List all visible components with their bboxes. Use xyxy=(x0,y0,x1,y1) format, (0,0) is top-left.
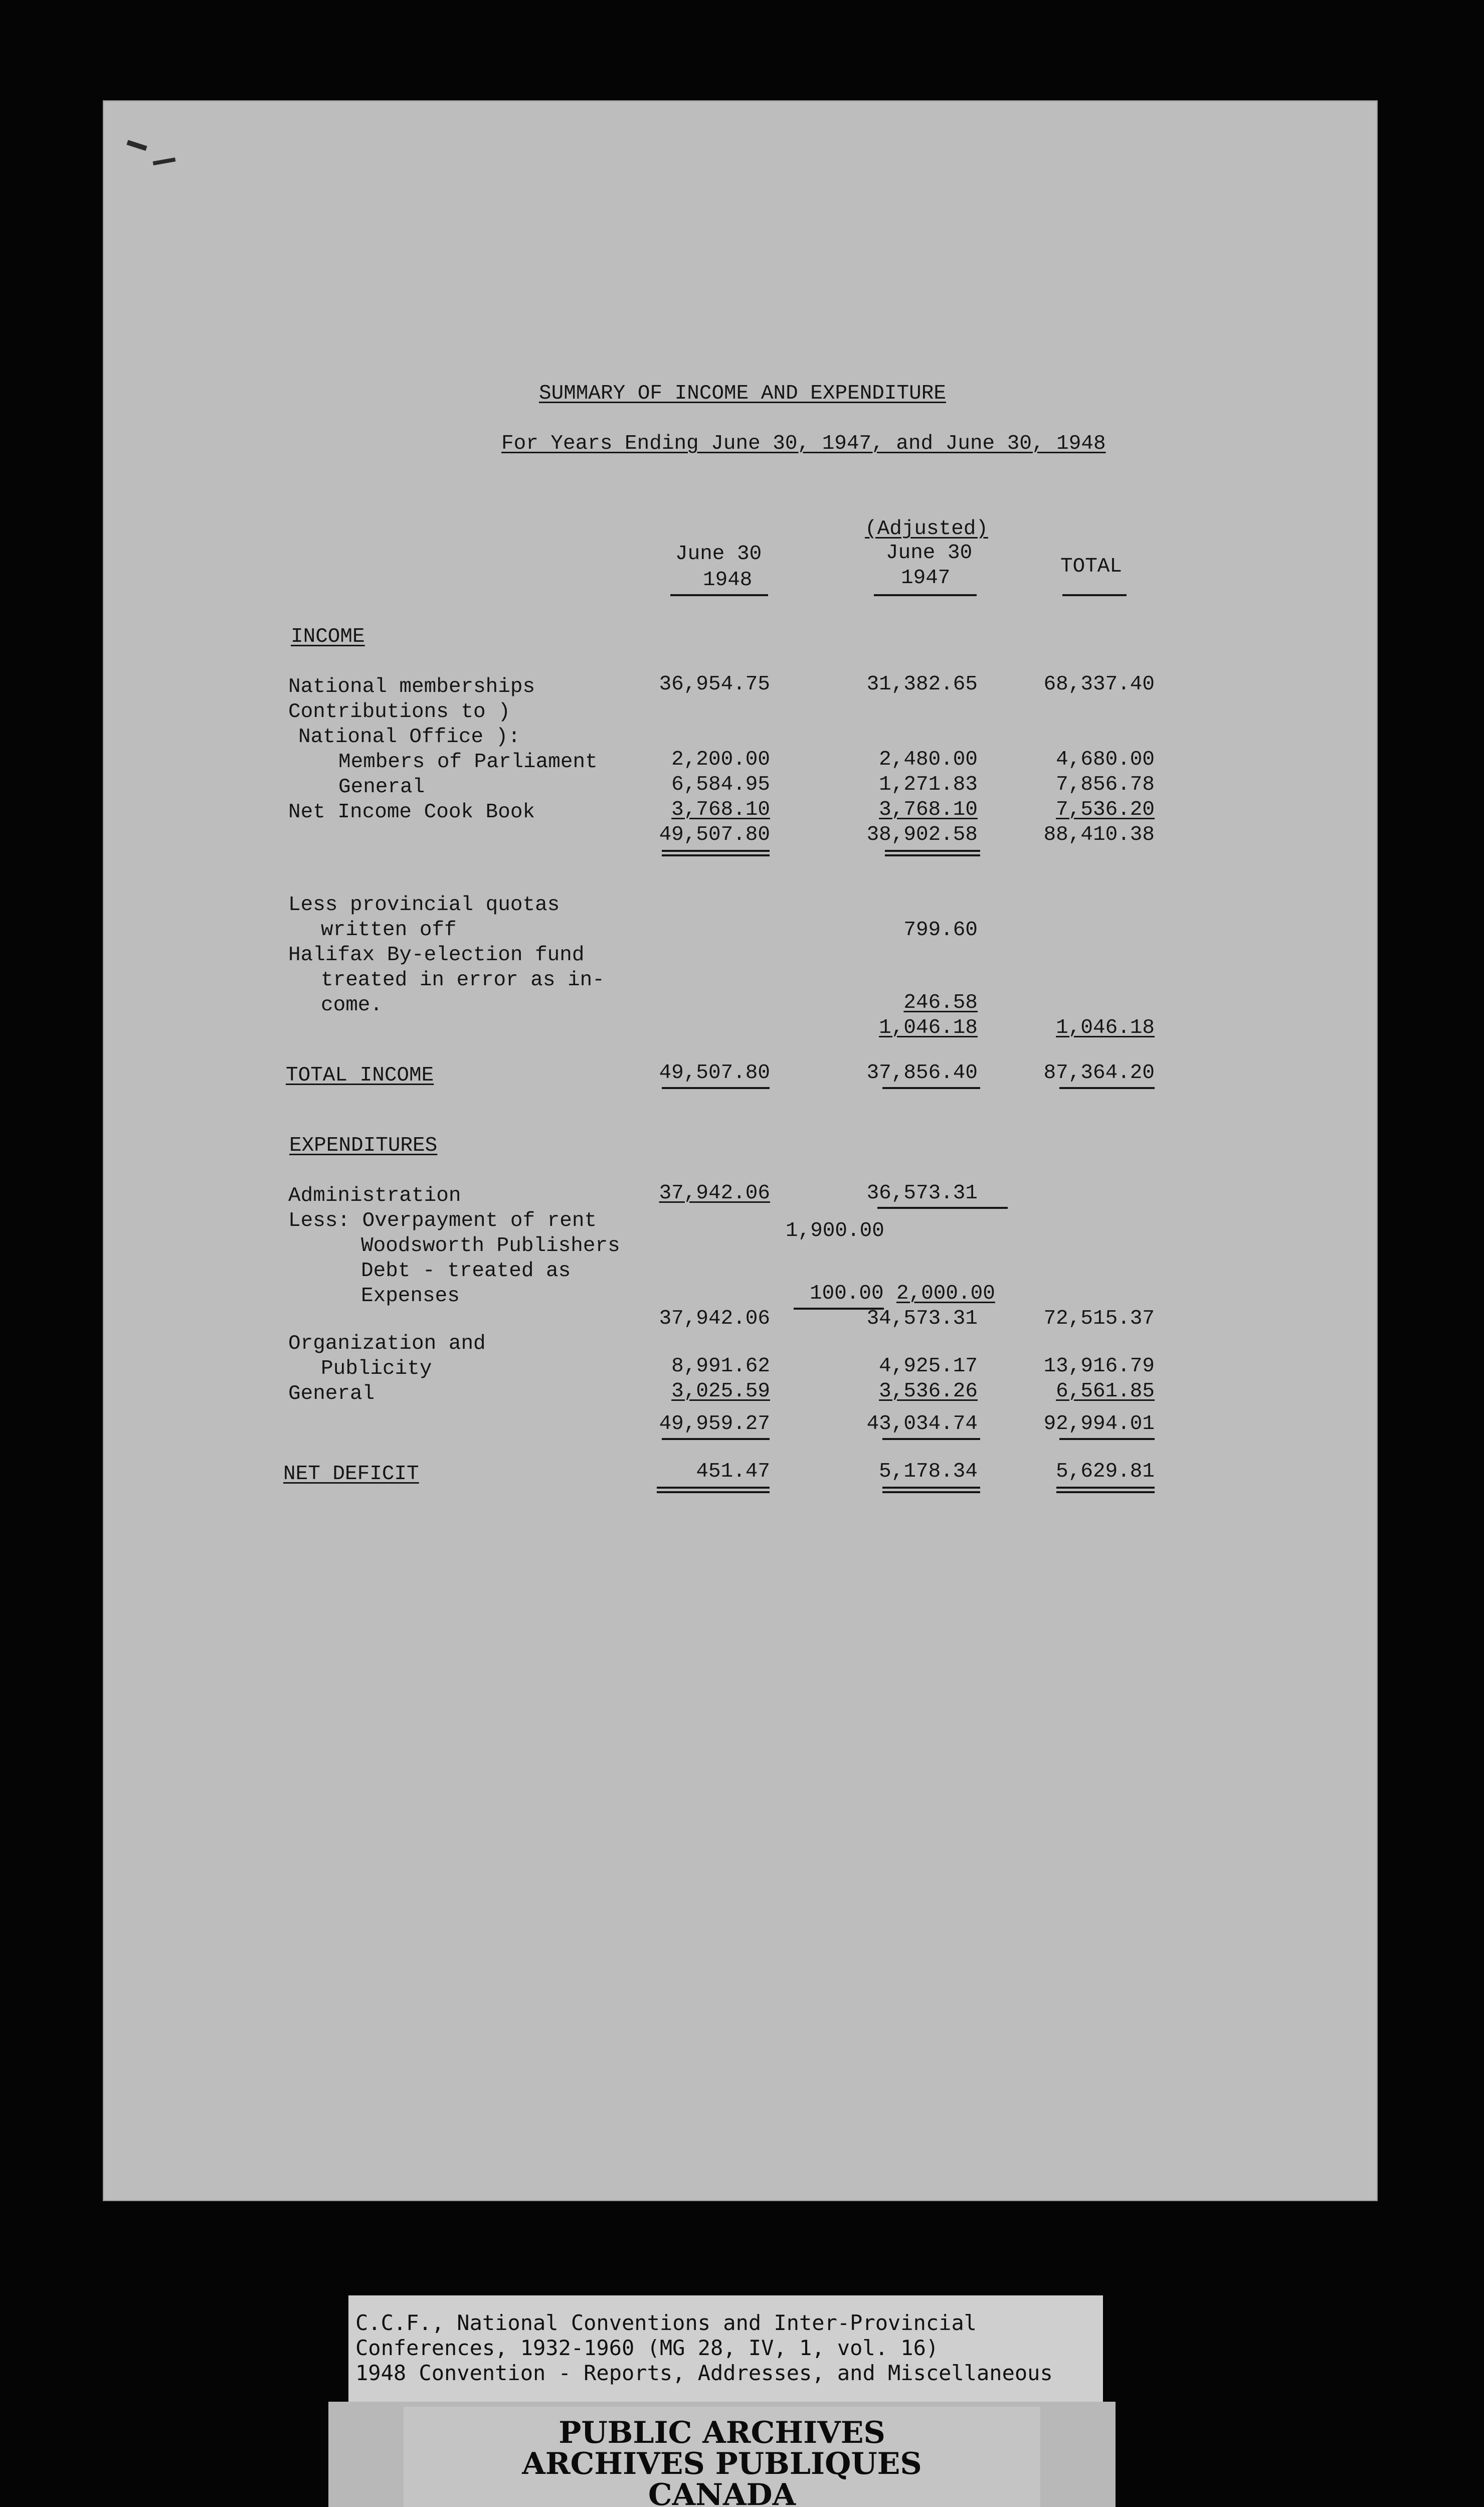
subtotal-1948: 49,959.27 xyxy=(659,1412,770,1436)
value-total: 7,536.20 xyxy=(1056,798,1155,821)
overpayment-amount: 1,900.00 xyxy=(786,1219,884,1242)
value-total: 4,680.00 xyxy=(1056,748,1155,771)
net-deficit-label: NET DEFICIT xyxy=(283,1463,419,1486)
document-sheet xyxy=(103,100,1378,2201)
subtotal-double-rule xyxy=(885,850,980,852)
net-deficit-double-rule xyxy=(882,1487,980,1489)
row-label: Woodsworth Publishers xyxy=(361,1234,620,1258)
less-total-1947: 2,000.00 xyxy=(896,1282,995,1305)
value-1947: 3,768.10 xyxy=(879,798,978,821)
value-1947: 5,178.34 xyxy=(879,1460,978,1483)
archive-label-line: Conferences, 1932-1960 (MG 28, IV, 1, vol. 16) xyxy=(355,2336,939,2360)
col1-header-rule xyxy=(670,594,768,596)
value-1948: 49,507.80 xyxy=(659,1061,770,1085)
total-header-rule xyxy=(1062,594,1127,596)
page-title: SUMMARY OF INCOME AND EXPENDITURE xyxy=(539,382,946,405)
value-1947: 37,856.40 xyxy=(866,1061,978,1085)
page-subtitle: For Years Ending June 30, 1947, and June 30, 1948 xyxy=(501,432,1106,455)
value-total: 5,629.81 xyxy=(1056,1460,1155,1483)
value-1947: 1,046.18 xyxy=(879,1016,978,1039)
value-total: 87,364.20 xyxy=(1043,1061,1155,1085)
row-label: Less: Overpayment of rent xyxy=(288,1209,597,1232)
exp-subtotal-rule xyxy=(1059,1438,1155,1440)
value-1947: 36,573.31 xyxy=(866,1182,978,1205)
value-1948: 36,954.75 xyxy=(659,673,770,696)
net-deficit-double-rule xyxy=(1056,1487,1155,1489)
col1-header-line1: June 30 xyxy=(675,543,762,566)
exp-subtotal-rule xyxy=(662,1438,770,1440)
value-1948: 2,200.00 xyxy=(671,748,770,771)
value-1947: 31,382.65 xyxy=(866,673,978,696)
subtotal-1948: 49,507.80 xyxy=(659,823,770,846)
archive-label-line: 1948 Convention - Reports, Addresses, and Miscellaneous xyxy=(355,2361,1053,2385)
row-label: Net Income Cook Book xyxy=(288,801,535,824)
subtotal-total: 88,410.38 xyxy=(1043,823,1155,846)
row-label: Debt - treated as xyxy=(361,1260,571,1283)
archives-stamp xyxy=(328,2402,1116,2507)
value-total: 13,916.79 xyxy=(1043,1355,1155,1378)
value-1948: 6,584.95 xyxy=(671,773,770,796)
row-label: written off xyxy=(321,919,457,942)
total-income-rule xyxy=(662,1087,770,1089)
col1-header-line2: 1948 xyxy=(703,569,753,592)
value-1948: 3,768.10 xyxy=(671,798,770,821)
value-1948: 37,942.06 xyxy=(659,1182,770,1205)
row-label: Administration xyxy=(288,1184,461,1207)
value-total: 72,515.37 xyxy=(1043,1307,1155,1330)
total-header: TOTAL xyxy=(1060,555,1123,578)
admin-rule xyxy=(877,1207,1008,1209)
col2-header-rule xyxy=(874,594,977,596)
value-total: 6,561.85 xyxy=(1056,1380,1155,1403)
row-label: General xyxy=(338,776,425,799)
value-1948: 3,025.59 xyxy=(671,1380,770,1403)
exp-subtotal-rule xyxy=(882,1438,980,1440)
row-label: Halifax By-election fund xyxy=(288,944,585,967)
stamp-line: PUBLIC ARCHIVES xyxy=(559,2415,885,2450)
row-label: Publicity xyxy=(321,1357,432,1380)
value-1948: 451.47 xyxy=(696,1460,770,1483)
total-income-rule xyxy=(882,1087,980,1089)
row-label: Expenses xyxy=(361,1285,460,1308)
value-1947: 34,573.31 xyxy=(866,1307,978,1330)
stamp-line: ARCHIVES PUBLIQUES xyxy=(522,2446,922,2481)
row-label: Less provincial quotas xyxy=(288,893,560,917)
value-1947: 799.60 xyxy=(903,919,978,942)
total-income-rule xyxy=(1059,1087,1155,1089)
value-1948: 8,991.62 xyxy=(671,1355,770,1378)
value-total: 7,856.78 xyxy=(1056,773,1155,796)
financial-summary xyxy=(103,100,1378,2201)
archive-label xyxy=(348,2295,1103,2402)
value-total: 68,337.40 xyxy=(1043,673,1155,696)
net-deficit-double-rule xyxy=(657,1487,770,1489)
col2-header-line1: June 30 xyxy=(886,542,973,565)
subtotal-1947: 43,034.74 xyxy=(866,1412,978,1436)
value-1947: 4,925.17 xyxy=(879,1355,978,1378)
value-1947: 246.58 xyxy=(903,991,978,1014)
value-1947: 2,480.00 xyxy=(879,748,978,771)
debt-amount: 100.00 xyxy=(810,1282,884,1305)
value-1947: 3,536.26 xyxy=(879,1380,978,1403)
value-1948: 37,942.06 xyxy=(659,1307,770,1330)
row-label: National Office ): xyxy=(298,726,520,749)
value-total: 1,046.18 xyxy=(1056,1016,1155,1039)
row-label: General xyxy=(288,1382,375,1405)
col2-header-adjusted: (Adjusted) xyxy=(865,517,989,541)
row-label: treated in error as in- xyxy=(321,969,605,992)
subtotal-double-rule xyxy=(662,850,770,852)
col2-header-line2: 1947 xyxy=(901,567,951,590)
row-label: National memberships xyxy=(288,675,535,698)
archive-label-line: C.C.F., National Conventions and Inter-Provincial xyxy=(355,2310,977,2335)
total-income-label: TOTAL INCOME xyxy=(286,1064,434,1087)
subtotal-total: 92,994.01 xyxy=(1043,1412,1155,1436)
row-label: Members of Parliament xyxy=(338,751,598,774)
value-1947: 1,271.83 xyxy=(879,773,978,796)
expenditures-heading: EXPENDITURES xyxy=(289,1134,438,1157)
stamp-panel xyxy=(404,2407,1040,2507)
row-label: Organization and xyxy=(288,1332,486,1355)
row-label: come. xyxy=(321,994,383,1017)
row-label: Contributions to ) xyxy=(288,700,510,724)
subtotal-1947: 38,902.58 xyxy=(866,823,978,846)
income-heading: INCOME xyxy=(291,625,365,648)
stamp-line: CANADA xyxy=(648,2477,796,2507)
